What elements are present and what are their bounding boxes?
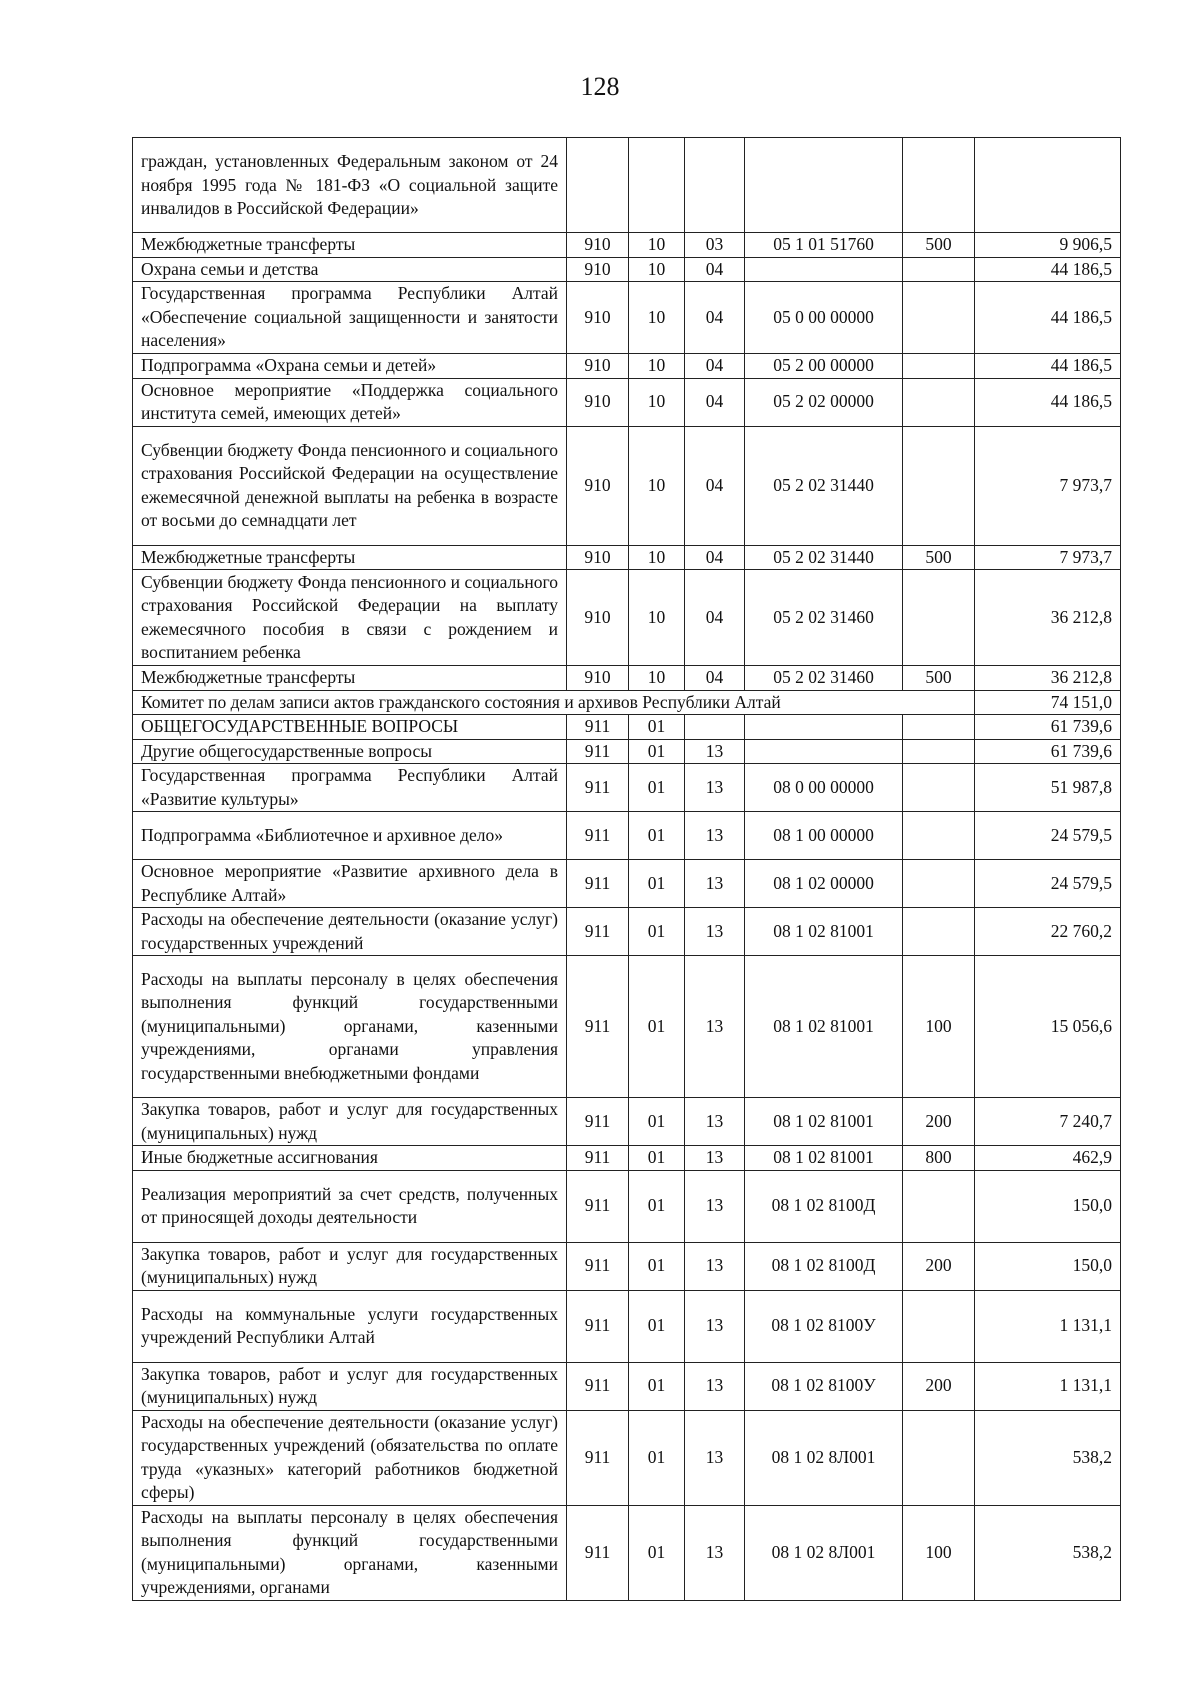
- row-name: Расходы на обеспечение деятельности (оказание услуг) государственных учреждений (обязательства по оплате труда «указных» категорий работников бюджетной сферы): [133, 1410, 567, 1505]
- subsection-code: 04: [685, 282, 745, 354]
- row-name: Комитет по делам записи актов гражданского состояния и архивов Республики Алтай: [133, 690, 975, 715]
- section-code: 10: [629, 233, 685, 258]
- ministry-code: 910: [567, 378, 629, 426]
- subsection-code: 13: [685, 1242, 745, 1290]
- amount: 462,9: [975, 1146, 1121, 1171]
- section-code: 01: [629, 1146, 685, 1171]
- expense-code: 500: [903, 666, 975, 691]
- subsection-code: [685, 138, 745, 233]
- amount: 15 056,6: [975, 956, 1121, 1098]
- amount: 36 212,8: [975, 570, 1121, 666]
- ministry-code: 911: [567, 1362, 629, 1410]
- section-code: 10: [629, 666, 685, 691]
- subsection-code: 13: [685, 1146, 745, 1171]
- section-code: 01: [629, 715, 685, 740]
- ministry-code: 911: [567, 715, 629, 740]
- amount: [975, 138, 1121, 233]
- table-row: [133, 764, 1121, 812]
- subsection-code: 04: [685, 570, 745, 666]
- row-name: Подпрограмма «Охрана семьи и детей»: [133, 354, 567, 379]
- row-name: Основное мероприятие «Развитие архивного дела в Республике Алтай»: [133, 860, 567, 908]
- table-row: [133, 282, 1121, 354]
- expense-code: 200: [903, 1242, 975, 1290]
- amount: 44 186,5: [975, 378, 1121, 426]
- amount: 1 131,1: [975, 1362, 1121, 1410]
- table-row: [133, 1146, 1121, 1171]
- target-code: [745, 138, 903, 233]
- expense-code: 200: [903, 1362, 975, 1410]
- table-row: [133, 1410, 1121, 1505]
- row-name: Субвенции бюджету Фонда пенсионного и социального страхования Российской Федерации на выплату ежемесячного пособия в связи с рождением и воспитанием ребенка: [133, 570, 567, 666]
- row-name: Расходы на выплаты персоналу в целях обеспечения выполнения функций государственными (муниципальными) органами, казенными учреждениями, органами управления государственными внебюджетными фондами: [133, 956, 567, 1098]
- row-name: Расходы на выплаты персоналу в целях обеспечения выполнения функций государственными (муниципальными) органами, казенными учреждениями, органами: [133, 1505, 567, 1600]
- table-row: [133, 666, 1121, 691]
- subsection-code: 04: [685, 378, 745, 426]
- subsection-code: 13: [685, 1410, 745, 1505]
- target-code: 05 2 02 31460: [745, 570, 903, 666]
- amount: 7 973,7: [975, 426, 1121, 545]
- table-row: [133, 1242, 1121, 1290]
- amount: 9 906,5: [975, 233, 1121, 258]
- target-code: 05 1 01 51760: [745, 233, 903, 258]
- table-row: [133, 715, 1121, 740]
- expense-code: [903, 426, 975, 545]
- ministry-code: 911: [567, 812, 629, 860]
- amount: 24 579,5: [975, 812, 1121, 860]
- amount: 538,2: [975, 1410, 1121, 1505]
- section-code: 01: [629, 1170, 685, 1242]
- target-code: 05 2 02 31440: [745, 545, 903, 570]
- expense-code: [903, 1410, 975, 1505]
- target-code: 08 1 02 8100У: [745, 1290, 903, 1362]
- ministry-code: 910: [567, 666, 629, 691]
- subsection-code: 13: [685, 1098, 745, 1146]
- table-row: [133, 1170, 1121, 1242]
- section-code: 10: [629, 545, 685, 570]
- amount: 51 987,8: [975, 764, 1121, 812]
- expense-code: [903, 257, 975, 282]
- expense-code: 500: [903, 233, 975, 258]
- subsection-code: 13: [685, 1170, 745, 1242]
- row-name: Подпрограмма «Библиотечное и архивное дело»: [133, 812, 567, 860]
- target-code: 05 2 00 00000: [745, 354, 903, 379]
- row-name: ОБЩЕГОСУДАРСТВЕННЫЕ ВОПРОСЫ: [133, 715, 567, 740]
- section-code: 01: [629, 1098, 685, 1146]
- section-code: 01: [629, 1242, 685, 1290]
- table-row: [133, 570, 1121, 666]
- expense-code: 200: [903, 1098, 975, 1146]
- target-code: 05 2 02 31460: [745, 666, 903, 691]
- section-code: 01: [629, 812, 685, 860]
- subsection-code: 04: [685, 426, 745, 545]
- subsection-code: 13: [685, 764, 745, 812]
- table-row: [133, 1362, 1121, 1410]
- subsection-code: 13: [685, 1362, 745, 1410]
- subsection-code: 13: [685, 1290, 745, 1362]
- target-code: 05 2 02 31440: [745, 426, 903, 545]
- target-code: 08 1 02 8Л001: [745, 1505, 903, 1600]
- amount: 7 240,7: [975, 1098, 1121, 1146]
- table-row: [133, 1098, 1121, 1146]
- target-code: 08 1 02 81001: [745, 1146, 903, 1171]
- ministry-code: [567, 138, 629, 233]
- ministry-code: 910: [567, 282, 629, 354]
- subsection-code: 13: [685, 1505, 745, 1600]
- expense-code: 500: [903, 545, 975, 570]
- expense-code: 800: [903, 1146, 975, 1171]
- row-name: Иные бюджетные ассигнования: [133, 1146, 567, 1171]
- target-code: 05 0 00 00000: [745, 282, 903, 354]
- table-row: [133, 378, 1121, 426]
- amount: 61 739,6: [975, 739, 1121, 764]
- ministry-code: 911: [567, 764, 629, 812]
- ministry-code: 910: [567, 570, 629, 666]
- section-code: 01: [629, 764, 685, 812]
- ministry-code: 911: [567, 1505, 629, 1600]
- row-name: Межбюджетные трансферты: [133, 233, 567, 258]
- amount: 44 186,5: [975, 257, 1121, 282]
- amount: 44 186,5: [975, 354, 1121, 379]
- subsection-code: 13: [685, 739, 745, 764]
- ministry-code: 911: [567, 908, 629, 956]
- target-code: 08 1 02 8Л001: [745, 1410, 903, 1505]
- subsection-code: 13: [685, 956, 745, 1098]
- target-code: 08 1 02 00000: [745, 860, 903, 908]
- section-code: 01: [629, 1505, 685, 1600]
- expense-code: [903, 739, 975, 764]
- expense-code: [903, 715, 975, 740]
- ministry-code: 910: [567, 545, 629, 570]
- table-row: [133, 1290, 1121, 1362]
- section-code: 01: [629, 956, 685, 1098]
- row-name: Государственная программа Республики Алтай «Развитие культуры»: [133, 764, 567, 812]
- ministry-code: 910: [567, 426, 629, 545]
- table-row: [133, 257, 1121, 282]
- expense-code: [903, 860, 975, 908]
- ministry-code: 910: [567, 233, 629, 258]
- subsection-code: [685, 715, 745, 740]
- expense-code: [903, 812, 975, 860]
- target-code: 05 2 02 00000: [745, 378, 903, 426]
- amount: 538,2: [975, 1505, 1121, 1600]
- target-code: 08 1 02 81001: [745, 1098, 903, 1146]
- expense-code: [903, 354, 975, 379]
- expense-code: [903, 378, 975, 426]
- table-row: [133, 1505, 1121, 1600]
- ministry-code: 911: [567, 1242, 629, 1290]
- table-row: [133, 908, 1121, 956]
- target-code: [745, 257, 903, 282]
- expense-code: [903, 282, 975, 354]
- row-name: Реализация мероприятий за счет средств, полученных от приносящей доходы деятельности: [133, 1170, 567, 1242]
- table-row: [133, 739, 1121, 764]
- target-code: 08 1 02 8100У: [745, 1362, 903, 1410]
- subsection-code: 03: [685, 233, 745, 258]
- table-row: [133, 233, 1121, 258]
- row-name: граждан, установленных Федеральным законом от 24 ноября 1995 года № 181-ФЗ «О социальной защите инвалидов в Российской Федерации»: [133, 138, 567, 233]
- table-row: [133, 545, 1121, 570]
- expense-code: [903, 570, 975, 666]
- table-row: [133, 354, 1121, 379]
- target-code: [745, 739, 903, 764]
- ministry-code: 911: [567, 860, 629, 908]
- row-name: Другие общегосударственные вопросы: [133, 739, 567, 764]
- target-code: 08 1 02 81001: [745, 956, 903, 1098]
- expense-code: [903, 908, 975, 956]
- amount: 44 186,5: [975, 282, 1121, 354]
- ministry-code: 911: [567, 1170, 629, 1242]
- page-number: 128: [580, 72, 620, 101]
- section-code: 10: [629, 282, 685, 354]
- table-row: [133, 426, 1121, 545]
- section-code: 01: [629, 1362, 685, 1410]
- ministry-code: 910: [567, 354, 629, 379]
- amount: 150,0: [975, 1170, 1121, 1242]
- ministry-code: 910: [567, 257, 629, 282]
- table-row: [133, 860, 1121, 908]
- row-name: Закупка товаров, работ и услуг для государственных (муниципальных) нужд: [133, 1098, 567, 1146]
- row-name: Охрана семьи и детства: [133, 257, 567, 282]
- subsection-code: 13: [685, 812, 745, 860]
- expense-code: [903, 138, 975, 233]
- section-code: 01: [629, 1410, 685, 1505]
- section-code: 10: [629, 354, 685, 379]
- table-row: [133, 690, 1121, 715]
- section-code: 10: [629, 570, 685, 666]
- table-row: [133, 956, 1121, 1098]
- amount: 1 131,1: [975, 1290, 1121, 1362]
- budget-table: [132, 137, 1121, 1601]
- ministry-code: 911: [567, 1098, 629, 1146]
- target-code: 08 1 00 00000: [745, 812, 903, 860]
- target-code: 08 1 02 8100Д: [745, 1170, 903, 1242]
- subsection-code: 04: [685, 545, 745, 570]
- row-name: Субвенции бюджету Фонда пенсионного и социального страхования Российской Федерации на осуществление ежемесячной денежной выплаты на ребенка в возрасте от восьми до семнадцати лет: [133, 426, 567, 545]
- amount: 36 212,8: [975, 666, 1121, 691]
- row-name: Расходы на коммунальные услуги государственных учреждений Республики Алтай: [133, 1290, 567, 1362]
- amount: 61 739,6: [975, 715, 1121, 740]
- subsection-code: 04: [685, 257, 745, 282]
- expense-code: [903, 1290, 975, 1362]
- amount: 24 579,5: [975, 860, 1121, 908]
- row-name: Межбюджетные трансферты: [133, 545, 567, 570]
- ministry-code: 911: [567, 956, 629, 1098]
- target-code: 08 1 02 8100Д: [745, 1242, 903, 1290]
- ministry-code: 911: [567, 1410, 629, 1505]
- row-name: Межбюджетные трансферты: [133, 666, 567, 691]
- subsection-code: 13: [685, 908, 745, 956]
- ministry-code: 911: [567, 1290, 629, 1362]
- target-code: [745, 715, 903, 740]
- subsection-code: 04: [685, 666, 745, 691]
- ministry-code: 911: [567, 739, 629, 764]
- table-row: [133, 812, 1121, 860]
- section-code: 10: [629, 378, 685, 426]
- table-row: [133, 138, 1121, 233]
- subsection-code: 13: [685, 860, 745, 908]
- subsection-code: 04: [685, 354, 745, 379]
- row-name: Основное мероприятие «Поддержка социального института семей, имеющих детей»: [133, 378, 567, 426]
- section-code: 10: [629, 257, 685, 282]
- row-name: Расходы на обеспечение деятельности (оказание услуг) государственных учреждений: [133, 908, 567, 956]
- ministry-code: 911: [567, 1146, 629, 1171]
- section-code: [629, 138, 685, 233]
- section-code: 01: [629, 1290, 685, 1362]
- section-code: 01: [629, 908, 685, 956]
- row-name: Государственная программа Республики Алтай «Обеспечение социальной защищенности и занятости населения»: [133, 282, 567, 354]
- section-code: 01: [629, 739, 685, 764]
- row-name: Закупка товаров, работ и услуг для государственных (муниципальных) нужд: [133, 1362, 567, 1410]
- expense-code: [903, 764, 975, 812]
- target-code: 08 1 02 81001: [745, 908, 903, 956]
- expense-code: 100: [903, 956, 975, 1098]
- row-name: Закупка товаров, работ и услуг для государственных (муниципальных) нужд: [133, 1242, 567, 1290]
- amount: 74 151,0: [975, 690, 1121, 715]
- expense-code: 100: [903, 1505, 975, 1600]
- amount: 7 973,7: [975, 545, 1121, 570]
- amount: 22 760,2: [975, 908, 1121, 956]
- expense-code: [903, 1170, 975, 1242]
- amount: 150,0: [975, 1242, 1121, 1290]
- section-code: 01: [629, 860, 685, 908]
- target-code: 08 0 00 00000: [745, 764, 903, 812]
- section-code: 10: [629, 426, 685, 545]
